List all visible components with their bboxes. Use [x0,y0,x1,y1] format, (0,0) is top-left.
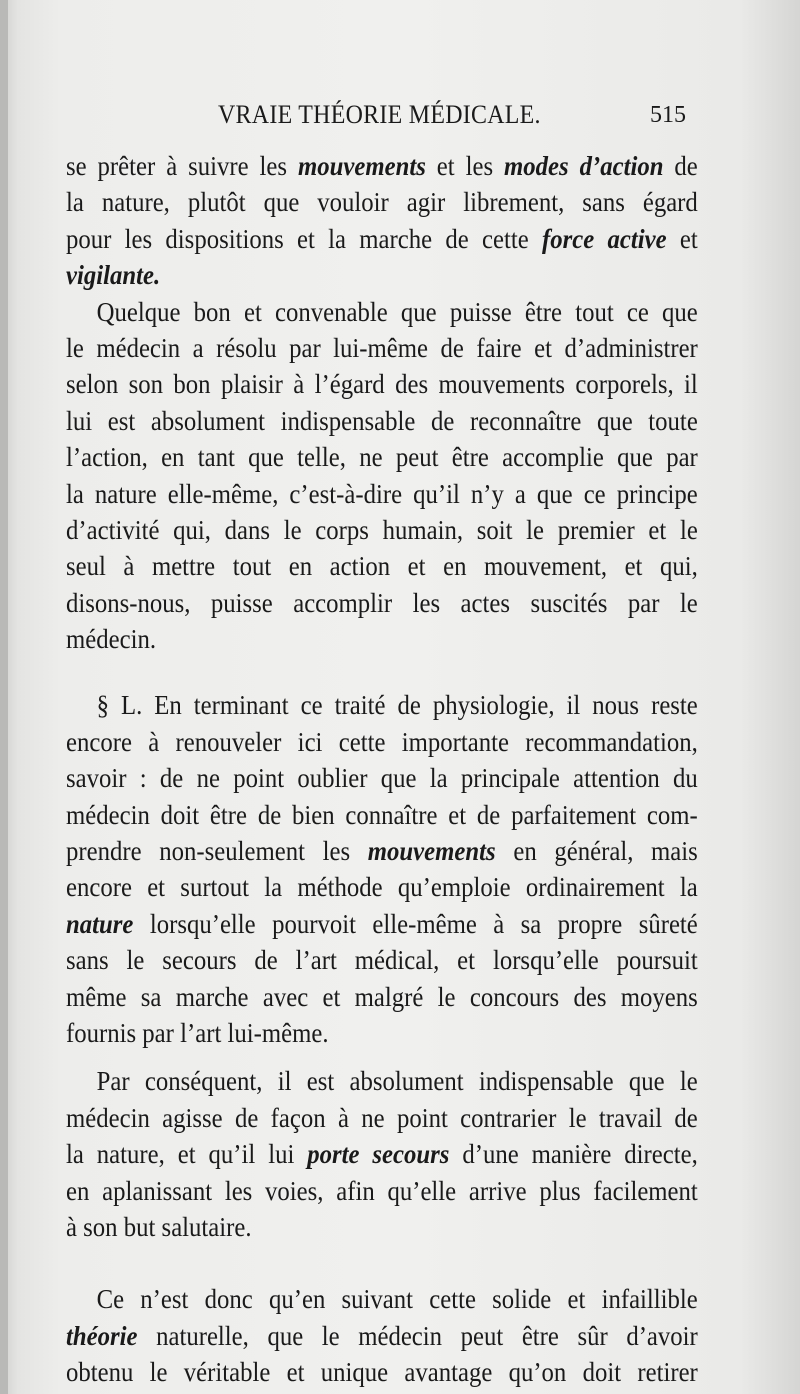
text-run: se prêter à suivre les [66,150,298,181]
page-binding-shadow [0,0,8,1394]
text-line [66,1136,698,1172]
text-run: naturelle, que le médecin peut être sûr d’avoir [137,1319,698,1351]
text-line: médecin doit être de bien connaître et de parfaitement com- [66,798,698,830]
text-line: médecin. [66,623,157,655]
text-run: prendre non-seulement les [66,835,368,867]
text-line: la nature, plutôt que vouloir agir librement, sans égard [66,186,698,218]
italic-term: mouvements [297,150,426,181]
text-line: savoir : de ne point oublier que la principale attention du [66,762,698,794]
italic-term: porte secours [307,1138,450,1170]
italic-term: nature [66,907,134,939]
text-run: pour les dispositions et la marche de cette [66,222,543,254]
paragraph-5 [66,1281,698,1390]
paragraph-gap [66,657,698,687]
body-text [66,148,698,1391]
paragraph-gap [66,1051,698,1063]
text-line: d’activité qui, dans le corps humain, soit le premier et le [66,513,698,545]
italic-term: mouvements [367,835,496,867]
text-line: l’action, en tant que telle, ne peut être accomplie que par [66,441,698,473]
text-run: et les [425,150,505,181]
text-run: lorsqu’elle pourvoit elle-même à sa propre sûreté [133,907,698,939]
page-number: 515 [650,102,686,128]
text-line [66,221,698,257]
paragraph-2 [66,294,698,658]
text-line: médecin agisse de façon à ne point contrarier le travail de [66,1101,698,1133]
text-line: encore à renouveler ici cette importante recommandation, [66,725,698,757]
text-line: Ce n’est donc qu’en suivant cette solide et infaillible [96,1283,698,1315]
paragraph-4 [66,1063,698,1245]
text-line: seul à mettre tout en action et en mouvement, et qui, [66,550,698,582]
text-line [66,1318,698,1354]
text-line: selon son bon plaisir à l’égard des mouvements corporels, il [66,368,698,400]
text-run: la nature, et qu’il lui [66,1138,308,1170]
italic-term: théorie [66,1319,138,1351]
text-line: Par conséquent, il est absolument indispensable que le [96,1065,698,1097]
text-line: sans le secours de l’art médical, et lorsqu’elle poursuit [66,944,698,976]
text-line: même sa marche avec et malgré le concours des moyens [66,980,698,1012]
text-line [66,257,698,293]
text-line [66,148,698,184]
text-line: lui est absolument indispensable de reconnaître que toute [66,404,698,436]
text-line: encore et surtout la méthode qu’emploie ordinairement la [66,871,698,903]
text-line: à son but salutaire. [66,1210,252,1242]
running-title: VRAIE THÉORIE MÉDICALE. [218,100,541,129]
text-line: fournis par l’art lui-même. [66,1016,329,1048]
italic-term: vigilante. [66,259,161,291]
paragraph-1 [66,148,698,294]
text-run: en général, mais [495,835,698,867]
text-line: le médecin a résolu par lui-même de faire et d’administrer [66,331,698,363]
text-line: Quelque bon et convenable que puisse être tout ce que [96,295,698,327]
running-header [70,100,690,134]
text-run: de [663,150,698,181]
italic-term: force active [542,222,667,254]
italic-term: modes d’action [504,150,664,181]
text-line: disons-nous, puisse accomplir les actes suscités par le [66,586,698,618]
text-line: en aplanissant les voies, afin qu’elle arrive plus facilement [66,1174,698,1206]
paragraph-gap [66,1245,698,1281]
text-line [66,906,698,942]
text-line: obtenu le véritable et unique avantage qu’on doit retirer [66,1356,698,1388]
text-line [66,833,698,869]
text-line: la nature elle-même, c’est-à-dire qu’il n’y a que ce principe [66,477,698,509]
text-run: d’une manière directe, [449,1138,698,1170]
text-run: et [666,222,698,254]
paragraph-3 [66,687,698,1051]
text-line: § L. En terminant ce traité de physiologie, il nous reste [96,689,698,721]
